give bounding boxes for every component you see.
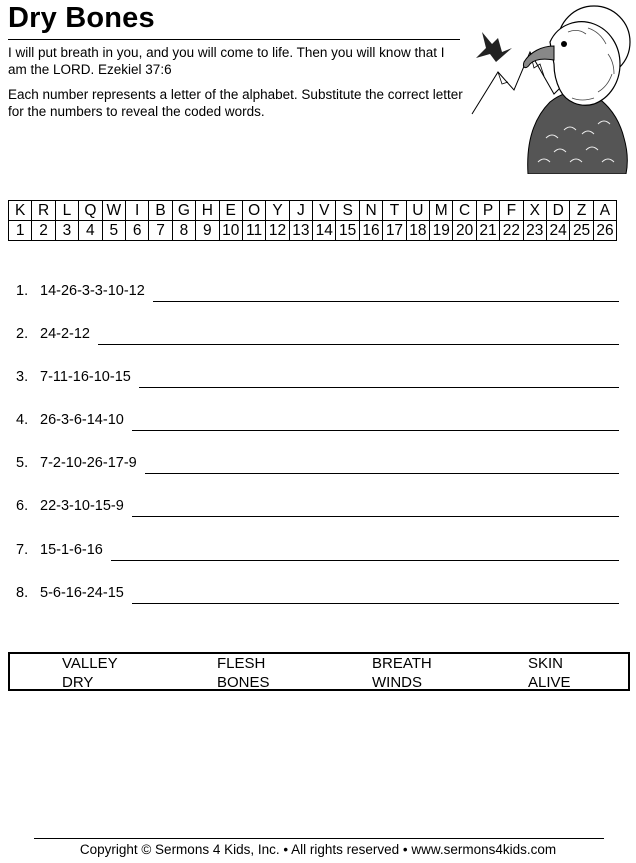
cipher-letter-cell: E (219, 201, 242, 221)
cipher-letter-cell: G (172, 201, 195, 221)
coded-word-item (16, 498, 619, 541)
answer-line[interactable] (111, 542, 619, 561)
cipher-number-cell: 14 (313, 221, 336, 241)
word-bank-word: BONES (217, 674, 270, 691)
cipher-number-cell: 6 (125, 221, 148, 241)
number-code: 26-3-6-14-10 (40, 412, 124, 429)
cipher-number-cell: 22 (500, 221, 523, 241)
answer-line[interactable] (132, 498, 619, 517)
cipher-letter-cell: W (102, 201, 125, 221)
number-code: 14-26-3-3-10-12 (40, 283, 145, 299)
item-number: 3. (16, 369, 29, 386)
cipher-letter-cell: X (523, 201, 546, 221)
cipher-letter-cell: N (359, 201, 382, 221)
cipher-letter-cell: P (476, 201, 499, 221)
number-code: 15-1-6-16 (40, 541, 103, 558)
cipher-number-cell: 2 (32, 221, 55, 241)
item-number: 4. (16, 412, 29, 429)
cipher-numbers-row (9, 221, 617, 241)
cipher-letter-cell: H (196, 201, 219, 221)
coded-word-item (16, 542, 619, 585)
cipher-letter-cell: M (430, 201, 453, 221)
cipher-letter-cell: T (383, 201, 406, 221)
answer-line[interactable] (153, 283, 619, 302)
cipher-letter-cell: D (546, 201, 569, 221)
word-bank-word: FLESH (217, 655, 266, 672)
title-divider (8, 39, 460, 40)
eagle-illustration (468, 2, 632, 174)
coded-word-item (16, 585, 619, 628)
cipher-number-cell: 16 (359, 221, 382, 241)
word-bank-word: BREATH (372, 655, 432, 672)
coded-word-item (16, 455, 619, 498)
number-code: 24-2-12 (40, 326, 90, 343)
instructions: Each number represents a letter of the alphabet. Substitute the correct letter for the numbers to reveal the coded words. (8, 87, 463, 119)
cipher-number-cell: 3 (55, 221, 78, 241)
cipher-letters-row (9, 201, 617, 221)
word-bank-word: ALIVE (528, 674, 571, 691)
item-number: 6. (16, 498, 29, 515)
coded-word-item (16, 369, 619, 412)
cipher-number-cell: 12 (266, 221, 289, 241)
item-number: 2. (16, 326, 29, 343)
cipher-letter-cell: F (500, 201, 523, 221)
page-title: Dry Bones (8, 2, 155, 34)
cipher-letter-cell: Y (266, 201, 289, 221)
footer-divider (34, 838, 604, 839)
coded-word-item (16, 326, 619, 369)
number-code: 22-3-10-15-9 (40, 498, 124, 515)
cipher-letter-cell: L (55, 201, 78, 221)
answer-line[interactable] (132, 412, 619, 431)
answer-line[interactable] (132, 585, 619, 604)
cipher-key-table (8, 200, 617, 241)
cipher-number-cell: 11 (242, 221, 265, 241)
cipher-number-cell: 1 (9, 221, 32, 241)
word-bank (8, 652, 630, 691)
cipher-letter-cell: C (453, 201, 476, 221)
cipher-letter-cell: S (336, 201, 359, 221)
cipher-number-cell: 23 (523, 221, 546, 241)
cipher-number-cell: 25 (570, 221, 593, 241)
cipher-number-cell: 24 (546, 221, 569, 241)
cipher-number-cell: 21 (476, 221, 499, 241)
cipher-letter-cell: B (149, 201, 172, 221)
cipher-number-cell: 20 (453, 221, 476, 241)
cipher-number-cell: 5 (102, 221, 125, 241)
cipher-number-cell: 8 (172, 221, 195, 241)
cipher-number-cell: 10 (219, 221, 242, 241)
cipher-letter-cell: J (289, 201, 312, 221)
cipher-number-cell: 26 (593, 221, 616, 241)
number-code: 7-11-16-10-15 (40, 369, 131, 386)
item-number: 8. (16, 584, 29, 601)
word-bank-word: WINDS (372, 674, 422, 691)
cipher-letter-cell: R (32, 201, 55, 221)
number-code: 5-6-16-24-15 (40, 584, 124, 601)
cipher-letter-cell: O (242, 201, 265, 221)
cipher-number-cell: 19 (430, 221, 453, 241)
coded-word-item (16, 412, 619, 455)
cipher-letter-cell: Q (79, 201, 102, 221)
cipher-letter-cell: Z (570, 201, 593, 221)
intro-text (8, 44, 463, 128)
copyright-footer: Copyright © Sermons 4 Kids, Inc. • All rights reserved • www.sermons4kids.com (79, 842, 557, 857)
cipher-number-cell: 7 (149, 221, 172, 241)
number-code: 7-2-10-26-17-9 (40, 455, 137, 472)
answer-line[interactable] (98, 326, 619, 345)
cipher-letter-cell: V (313, 201, 336, 221)
word-bank-word: SKIN (528, 655, 564, 672)
answer-line[interactable] (139, 369, 619, 388)
word-bank-word: VALLEY (62, 655, 118, 672)
coded-word-item (16, 283, 619, 326)
cipher-number-cell: 13 (289, 221, 312, 241)
cipher-number-cell: 4 (79, 221, 102, 241)
cipher-letter-cell: A (593, 201, 616, 221)
item-number: 1. (16, 283, 29, 299)
cipher-letter-cell: I (125, 201, 148, 221)
item-number: 5. (16, 455, 29, 472)
cipher-number-cell: 15 (336, 221, 359, 241)
answer-line[interactable] (145, 455, 619, 474)
word-bank-word: DRY (62, 674, 94, 691)
cipher-number-cell: 17 (383, 221, 406, 241)
scripture-verse: I will put breath in you, and you will come to life. Then you will know that I am the LORD. Ezekiel 37:6 (8, 45, 445, 77)
coded-words-list (16, 283, 619, 628)
cipher-number-cell: 9 (196, 221, 219, 241)
cipher-letter-cell: U (406, 201, 429, 221)
cipher-letter-cell: K (9, 201, 32, 221)
cipher-number-cell: 18 (406, 221, 429, 241)
item-number: 7. (16, 541, 29, 558)
